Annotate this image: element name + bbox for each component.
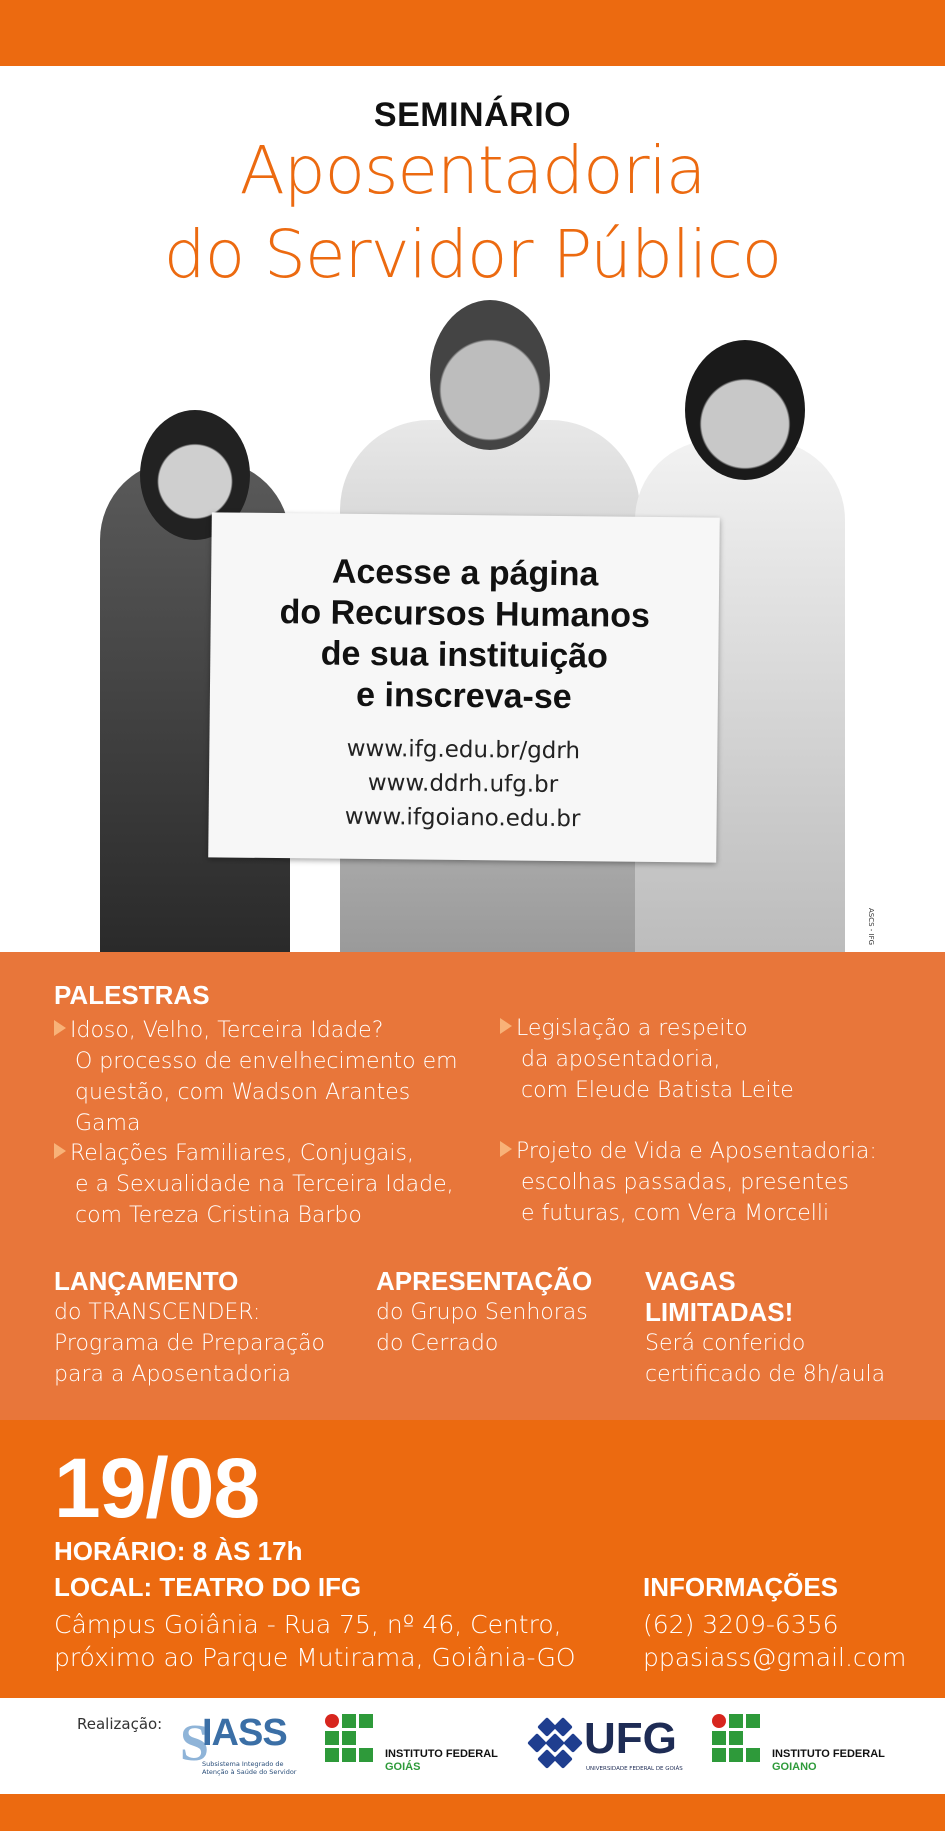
palestras-heading: PALESTRAS [54, 980, 210, 1010]
vagas-heading: LIMITADAS! [645, 1297, 794, 1327]
siass-logo-letter: S [180, 1715, 209, 1772]
seminar-kicker: SEMINÁRIO [373, 96, 572, 134]
apresentacao-heading: APRESENTAÇÃO [376, 1266, 593, 1296]
bottom-orange-bar [0, 1794, 945, 1831]
apresentacao-section [376, 1266, 592, 1359]
talk-line: escolhas passadas, presentes [521, 1170, 849, 1195]
sign-line-4: e inscreva-se [355, 675, 572, 717]
if-goiano-name [772, 1748, 892, 1774]
ufg-logo [524, 1712, 694, 1782]
talk-line: e a Sexualidade na Terceira Idade, [75, 1172, 454, 1197]
event-address [54, 1608, 576, 1674]
event-date: 19/08 [54, 1441, 260, 1535]
lancamento-line: Programa de Preparação [54, 1331, 326, 1356]
siass-logo [180, 1712, 305, 1782]
talk-line: e futuras, com Vera Morcelli [521, 1201, 830, 1226]
sign-line-2: do Recursos Humanos [279, 593, 651, 635]
if-goias-subtitle: GOIÁS [385, 1761, 421, 1773]
lancamento-line: do TRANSCENDER: [54, 1300, 261, 1325]
footer-logos [0, 1698, 945, 1794]
lancamento-heading: LANÇAMENTO [54, 1266, 239, 1296]
person-right-head [685, 340, 805, 480]
ufg-logo-name: UFG [584, 1714, 677, 1763]
if-goias-mark-icon [325, 1714, 373, 1772]
talk-2 [500, 1013, 920, 1106]
talk-line: O processo de envelhecimento em [75, 1049, 458, 1074]
bullet-arrow-icon [54, 1020, 66, 1036]
talk-line: Projeto de Vida e Aposentadoria: [516, 1139, 877, 1164]
address-line: Câmpus Goiânia - Rua 75, nº 46, Centro, [54, 1610, 562, 1639]
seminar-title-line1: Aposentadoria [239, 132, 706, 209]
siass-logo-subtitle: Subsistema Integrado de Atenção à Saúde do Servidor [202, 1760, 297, 1776]
if-goias-name [385, 1748, 505, 1774]
if-goias-title: INSTITUTO FEDERAL [385, 1748, 498, 1760]
if-goiano-title: INSTITUTO FEDERAL [772, 1748, 885, 1760]
event-location: LOCAL: TEATRO DO IFG [54, 1572, 362, 1602]
siass-logo-name: IASS [202, 1712, 287, 1754]
contact-email[interactable]: ppasiass@gmail.com [643, 1643, 907, 1672]
sign-url-list [208, 730, 717, 837]
vagas-line: certificado de 8h/aula [645, 1362, 886, 1387]
url-ifgoiano[interactable]: www.ifgoiano.edu.br [344, 803, 581, 833]
lancamento-section [54, 1266, 325, 1390]
if-goiano-subtitle: GOIANO [772, 1761, 817, 1773]
if-goiano-mark-icon [712, 1714, 760, 1772]
vagas-line: Será conferido [645, 1331, 806, 1356]
realizacao-label: Realização: [77, 1715, 163, 1733]
person-middle-head [430, 300, 550, 450]
contact-info [643, 1608, 906, 1674]
ufg-logo-subtitle: UNIVERSIDADE FEDERAL DE GOIÁS [586, 1766, 683, 1772]
talk-line: Relações Familiares, Conjugais, [70, 1141, 414, 1166]
talk-line: Legislação a respeito [516, 1016, 748, 1041]
photo-three-people [60, 290, 890, 952]
talk-line: com Eleude Batista Leite [521, 1078, 794, 1103]
bullet-arrow-icon [500, 1141, 512, 1157]
sign-heading [210, 550, 720, 719]
address-line: próximo ao Parque Mutirama, Goiânia-GO [54, 1643, 576, 1672]
bullet-arrow-icon [54, 1143, 66, 1159]
contact-phone[interactable]: (62) 3209-6356 [643, 1610, 839, 1639]
talk-1 [54, 1015, 474, 1139]
vagas-heading: VAGAS [645, 1266, 736, 1296]
talk-3 [54, 1138, 474, 1231]
lancamento-line: para a Aposentadoria [54, 1362, 292, 1387]
apresentacao-line: do Grupo Senhoras [376, 1300, 588, 1325]
talk-line: questão, com Wadson Arantes Gama [75, 1080, 411, 1136]
url-ifg[interactable]: www.ifg.edu.br/gdrh [346, 735, 581, 765]
top-orange-bar [0, 0, 945, 66]
talk-line: com Tereza Cristina Barbo [75, 1203, 362, 1228]
bullet-arrow-icon [500, 1018, 512, 1034]
sign-line-1: Acesse a página [331, 552, 599, 594]
talk-4 [500, 1136, 920, 1229]
talk-line: da aposentadoria, [521, 1047, 721, 1072]
url-ufg[interactable]: www.ddrh.ufg.br [367, 769, 559, 798]
sign-line-3: de sua instituição [320, 634, 609, 676]
talk-line: Idoso, Velho, Terceira Idade? [70, 1018, 384, 1043]
seminar-title-line2: do Servidor Público [163, 216, 782, 293]
vagas-section [645, 1266, 885, 1390]
photo-credit: ASCS - IFG [867, 908, 875, 946]
informacoes-heading: INFORMAÇÕES [643, 1572, 838, 1602]
event-time: HORÁRIO: 8 ÀS 17h [54, 1536, 303, 1566]
apresentacao-line: do Cerrado [376, 1331, 499, 1356]
held-sign [208, 512, 720, 862]
